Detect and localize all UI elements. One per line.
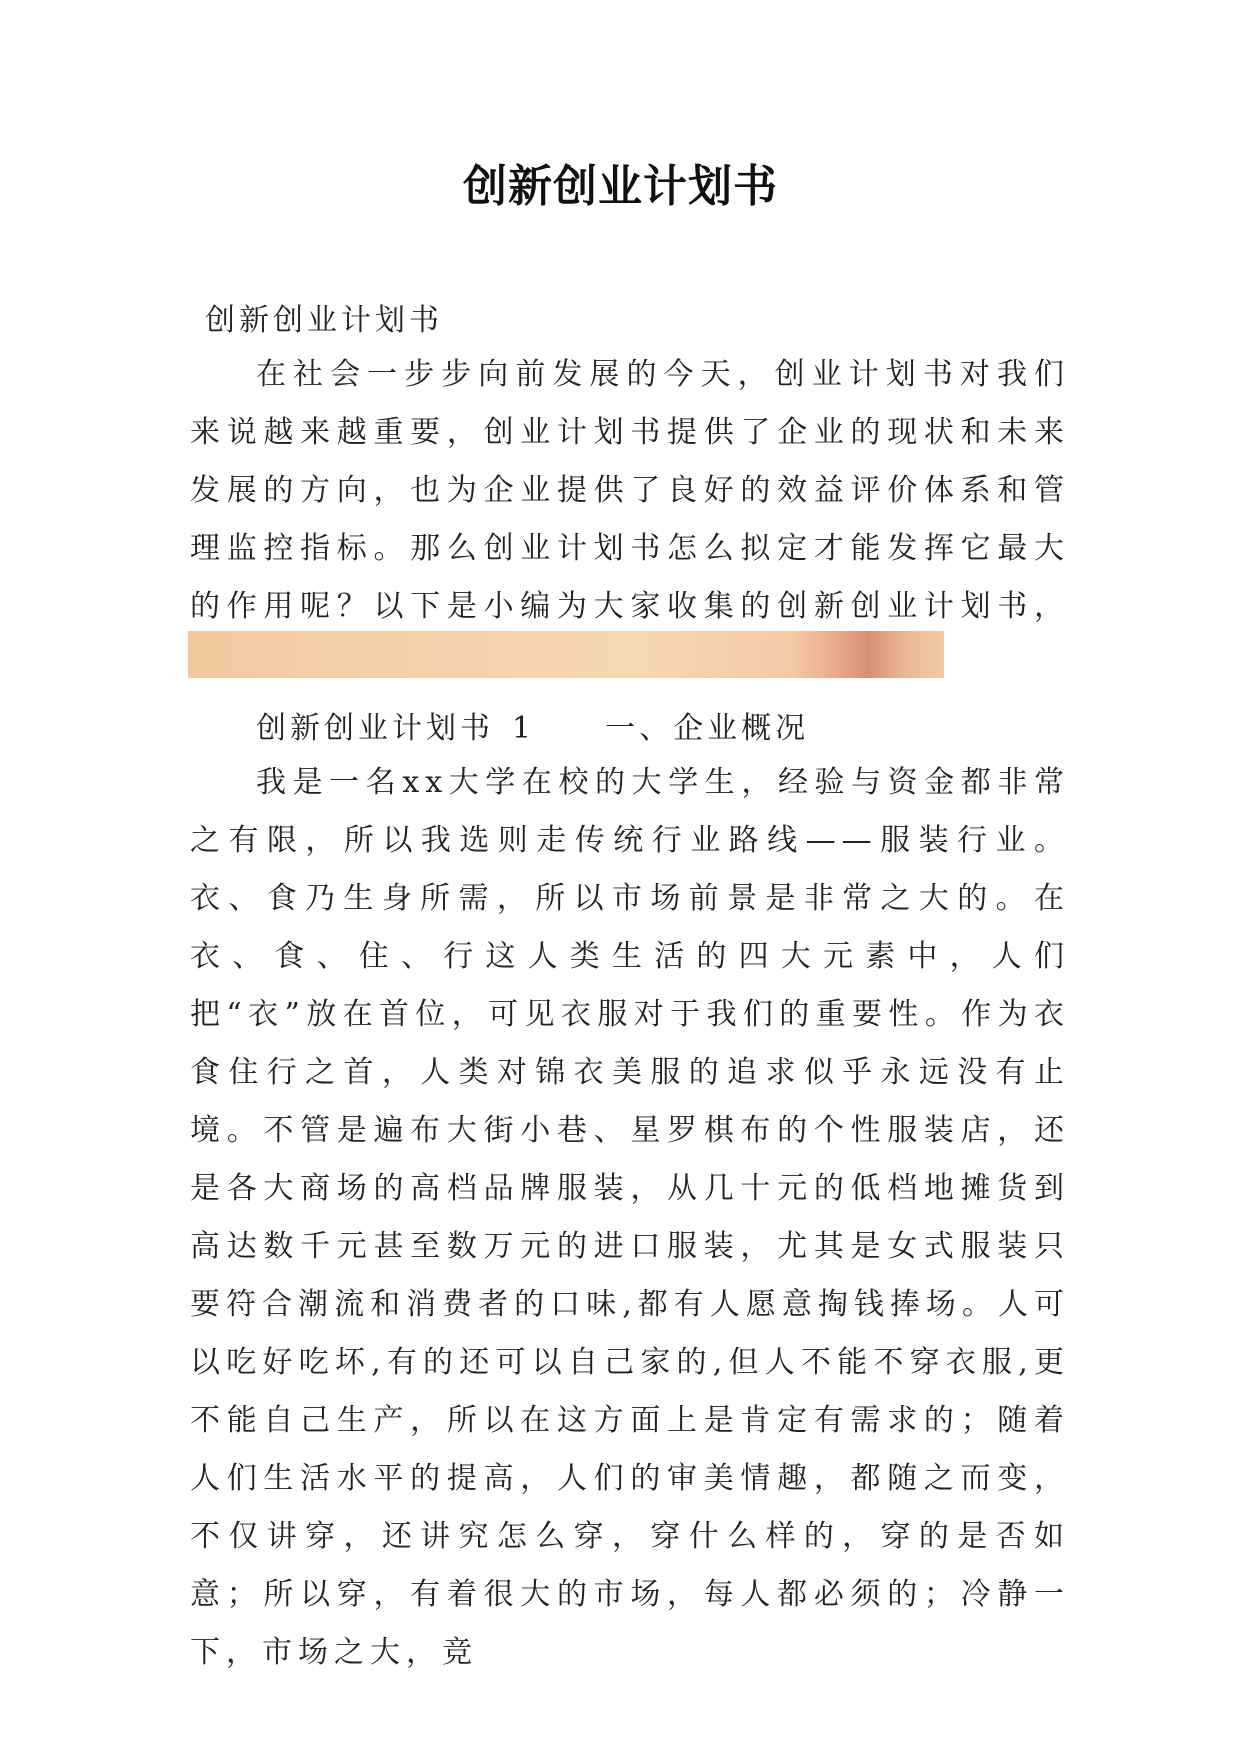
main-paragraph: 我是一名xx大学在校的大学生，经验与资金都非常之有限，所以我选则走传统行业路线——服装行业。衣、食乃生身所需，所以市场前景是非常之大的。在衣、食、住、行这人类生活的四大元素中，人们把“衣”放在首位，可见衣服对于我们的重要性。作为衣食住行之首，人类对锦衣美服的追求似乎永远没有止境。不管是遍布大街小巷、星罗棋布的个性服装店，还是各大商场的高档品牌服装，从几十元的低档地摊货到高达数千元甚至数万元的进口服装，尤其是女式服装只要符合潮流和消费者的口味,都有人愿意掏钱捧场。人可以吃好吃坏,有的还可以自己家的,但人不能不穿衣服,更不能自己生产，所以在这方面上是肯定有需求的；随着人们生活水平的提高，人们的审美情趣，都随之而变，不仅讲穿，还讲究怎么穿，穿什么样的，穿的是否如意；所以穿，有着很大的市场，每人都必须的；冷静一下，市场之大，竞 [190,765,1070,1670]
document-title: 创新创业计划书 [463,161,778,212]
section-heading-number: 1 [512,711,536,746]
intro-paragraph: 在社会一步步向前发展的今天，创业计划书对我们来说越来越重要，创业计划书提供了企业的现状和未来发展的方向，也为企业提供了良好的效益评价体系和管理监控指标。那么创业计划书怎么拟定才能发挥它最大的作用呢？以下是小编为大家收集的创新创业计划书， [190,357,1070,624]
decorative-banner-image [188,631,944,678]
section-heading-title: 创新创业计划书 [256,711,494,746]
section-part-title: 一、企业概况 [605,711,810,746]
document-subtitle: 创新创业计划书 [205,303,443,338]
section-heading [256,703,809,747]
